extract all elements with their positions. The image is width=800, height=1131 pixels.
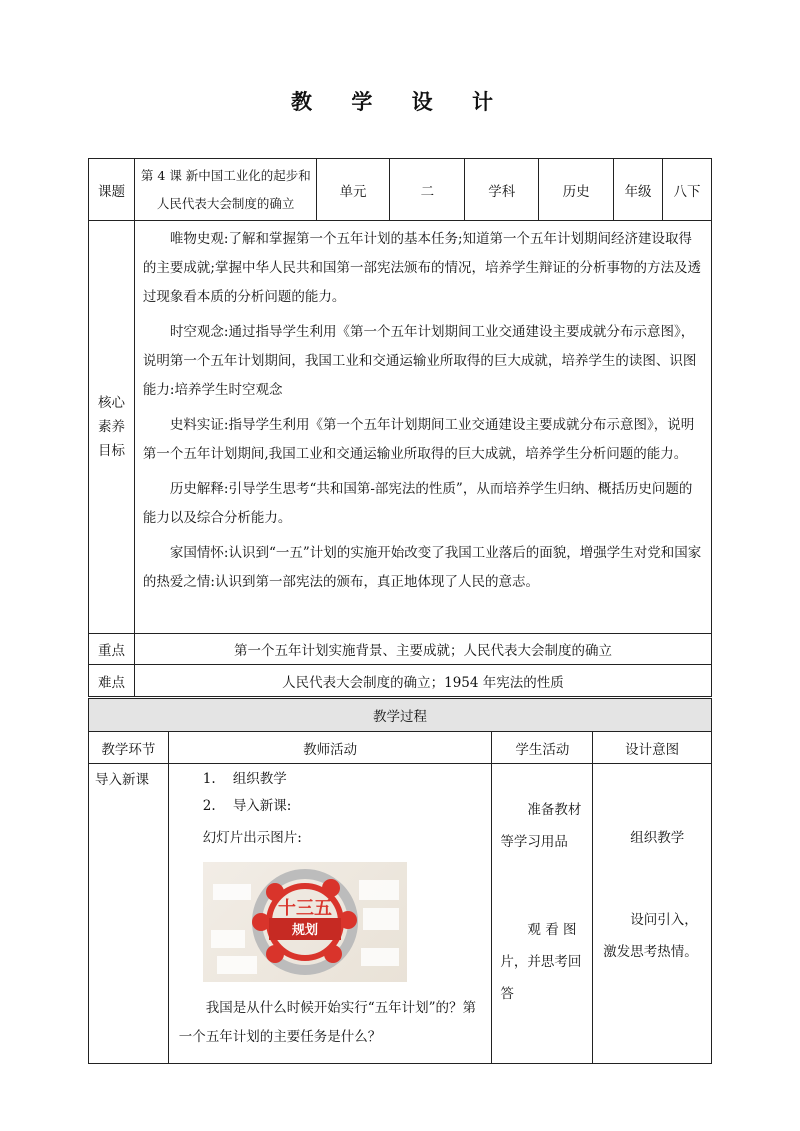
core-label-2: 素养: [97, 419, 125, 435]
teacher-activity-cell: [168, 764, 492, 1064]
teaching-process-table: [88, 698, 712, 1064]
topic-line-1: 第 4 课 新中国工业化的起步和: [140, 167, 311, 183]
step-2-number: 2.: [202, 798, 216, 814]
unit-value: 二: [390, 159, 465, 221]
plan-illustration-icon: [203, 862, 407, 982]
col-teacher: 教师活动: [168, 732, 492, 764]
objective-paragraph: 家国情怀:认识到“一五”计划的实施开始改变了我国工业落后的面貌，增强学生对党和国家的热爱之情:认识到第一部宪法的颁布，真正地体现了人民的意志。: [142, 545, 702, 590]
key-points-label: 重点: [89, 634, 135, 665]
objective-paragraph: 唯物史观:了解和掌握第一个五年计划的基本任务;知道第一个五年计划期间经济建设取得的主要成就;掌握中华人民共和国第一部宪法颁布的情况，培养学生辩证的分析事物的方法及透过现象看本质的分析问题的能力。: [142, 231, 701, 305]
course-info-table: [88, 158, 712, 697]
design-intent-2: 设问引入，激发思考热情。: [603, 912, 698, 960]
student-activity-1: 准备教材等学习用品: [500, 802, 582, 850]
step-2: [179, 790, 484, 822]
grade-value: 八下: [663, 159, 712, 221]
core-label-1: 核心: [97, 395, 125, 411]
core-objectives: [134, 221, 711, 634]
col-stage: 教学环节: [89, 732, 169, 764]
design-intent-1: 组织教学: [630, 830, 685, 846]
slide-intro: 幻灯片出示图片:: [202, 830, 302, 846]
stage-cell: [89, 764, 169, 1064]
core-label: [89, 221, 135, 634]
col-design: 设计意图: [593, 732, 712, 764]
stage-name: 导入新课: [95, 772, 149, 788]
slide-big-text: 十三五: [277, 898, 332, 919]
intro-question: 我国是从什么时候开始实行“五年计划”的？第一个五年计划的主要任务是什么？: [178, 1000, 477, 1045]
step-1-number: 1.: [202, 771, 216, 787]
col-student: 学生活动: [492, 732, 593, 764]
topic-line-2: 人民代表大会制度的确立: [156, 195, 295, 211]
objective-paragraph: 时空观念:通过指导学生利用《第一个五年计划期间工业交通建设主要成就分布示意图》，说明第一个五年计划期间，我国工业和交通运输业所取得的巨大成就，培养学生的读图、识图能力:培养学生时空观念: [142, 324, 697, 398]
grade-label: 年级: [614, 159, 663, 221]
process-header: 教学过程: [89, 699, 712, 732]
slide-sub-text: 规划: [291, 923, 318, 938]
core-label-3: 目标: [97, 443, 125, 459]
topic-value: [134, 159, 316, 221]
student-activity-2: 观 看 图片，并思考回答: [500, 922, 582, 1002]
student-activity-cell: [492, 764, 593, 1064]
objective-paragraph: 历史解释:引导学生思考“共和国第-部宪法的性质”，从而培养学生归纳、概括历史问题的能力以及综合分析能力。: [142, 481, 693, 526]
difficult-points-value: 人民代表大会制度的确立；1954 年宪法的性质: [134, 665, 711, 697]
difficult-points-label: 难点: [89, 665, 135, 697]
page-title: 教 学 设 计: [291, 89, 509, 114]
thirteenth-five-year-plan-image: [203, 862, 407, 982]
step-2-text: 导入新课:: [232, 798, 292, 814]
objective-paragraph: 史料实证:指导学生利用《第一个五年计划期间工业交通建设主要成就分布示意图》，说明第一个五年计划期间,我国工业和交通运输业所取得的巨大成就，培养学生分析问题的能力。: [142, 417, 695, 462]
unit-label: 单元: [316, 159, 390, 221]
subject-value: 历史: [539, 159, 614, 221]
design-intent-cell: [593, 764, 712, 1064]
topic-label: 课题: [89, 159, 135, 221]
subject-label: 学科: [465, 159, 539, 221]
key-points-value: 第一个五年计划实施背景、主要成就；人民代表大会制度的确立: [134, 634, 711, 665]
step-1: [179, 768, 484, 790]
step-1-text: 组织教学: [232, 771, 287, 787]
